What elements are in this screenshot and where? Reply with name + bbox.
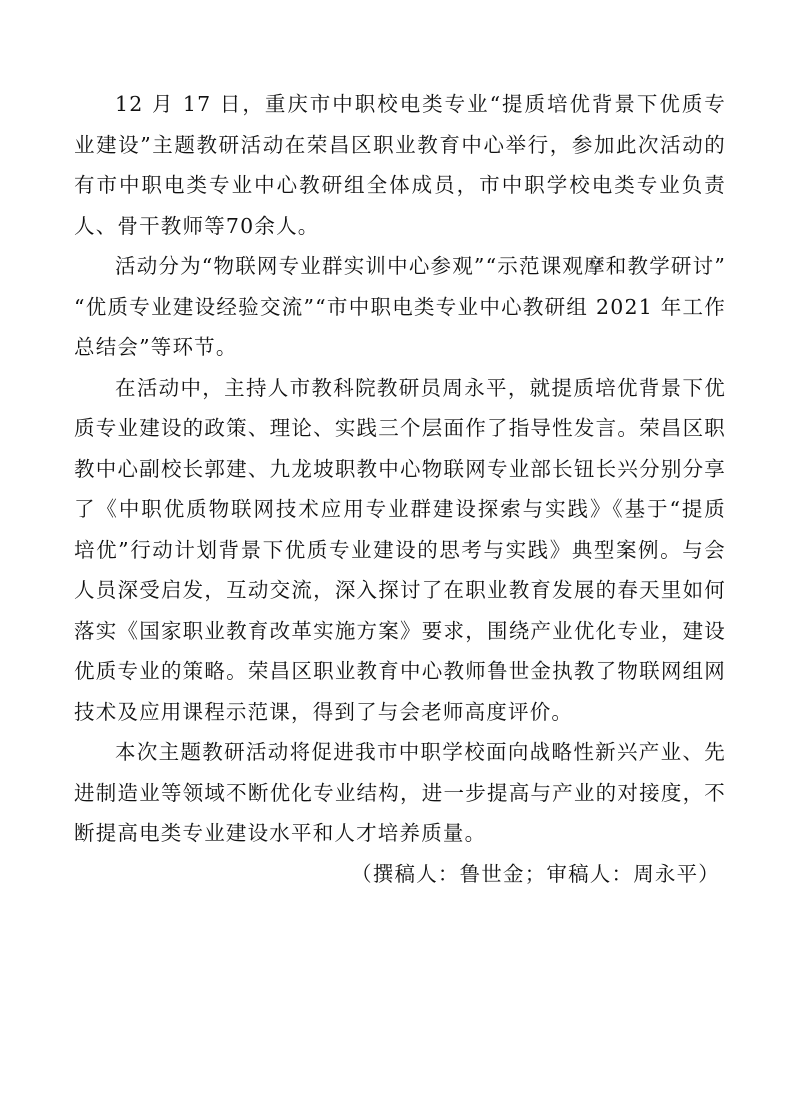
- paragraph-conclusion: 本次主题教研活动将促进我市中职学校面向战略性新兴产业、先进制造业等领域不断优化专业结构，进一步提高与产业的对接度，不断提高电类专业建设水平和人才培养质量。: [74, 740, 726, 845]
- paragraph-activity-sections: 活动分为“物联网专业群实训中心参观”“示范课观摩和教学研讨” “优质专业建设经验交流”“市中职电类专业中心教研组 2021 年工作总结会”等环节。: [74, 254, 726, 359]
- paragraph-event-intro: 12 月 17 日，重庆市中职校电类专业“提质培优背景下优质专业建设”主题教研活动在荣昌区职业教育中心举行，参加此次活动的有市中职电类专业中心教研组全体成员，市中职学校电类专业负责人、骨干教师等70余人。: [74, 92, 726, 238]
- article-body: [74, 84, 726, 894]
- author-signature: （撰稿人：鲁世金；审稿人：周永平）: [351, 861, 720, 886]
- paragraph-activity-details: 在活动中，主持人市教科院教研员周永平，就提质培优背景下优质专业建设的政策、理论、实践三个层面作了指导性发言。荣昌区职教中心副校长郭建、九龙坡职教中心物联网专业部长钮长兴分别分享了《中职优质物联网技术应用专业群建设探索与实践》《基于“提质培优”行动计划背景下优质专业建设的思考与实践》典型案例。与会人员深受启发，互动交流，深入探讨了在职业教育发展的春天里如何落实《国家职业教育改革实施方案》要求，围绕产业优化专业，建设优质专业的策略。荣昌区职业教育中心教师鲁世金执教了物联网组网技术及应用课程示范课，得到了与会老师高度评价。: [74, 375, 726, 724]
